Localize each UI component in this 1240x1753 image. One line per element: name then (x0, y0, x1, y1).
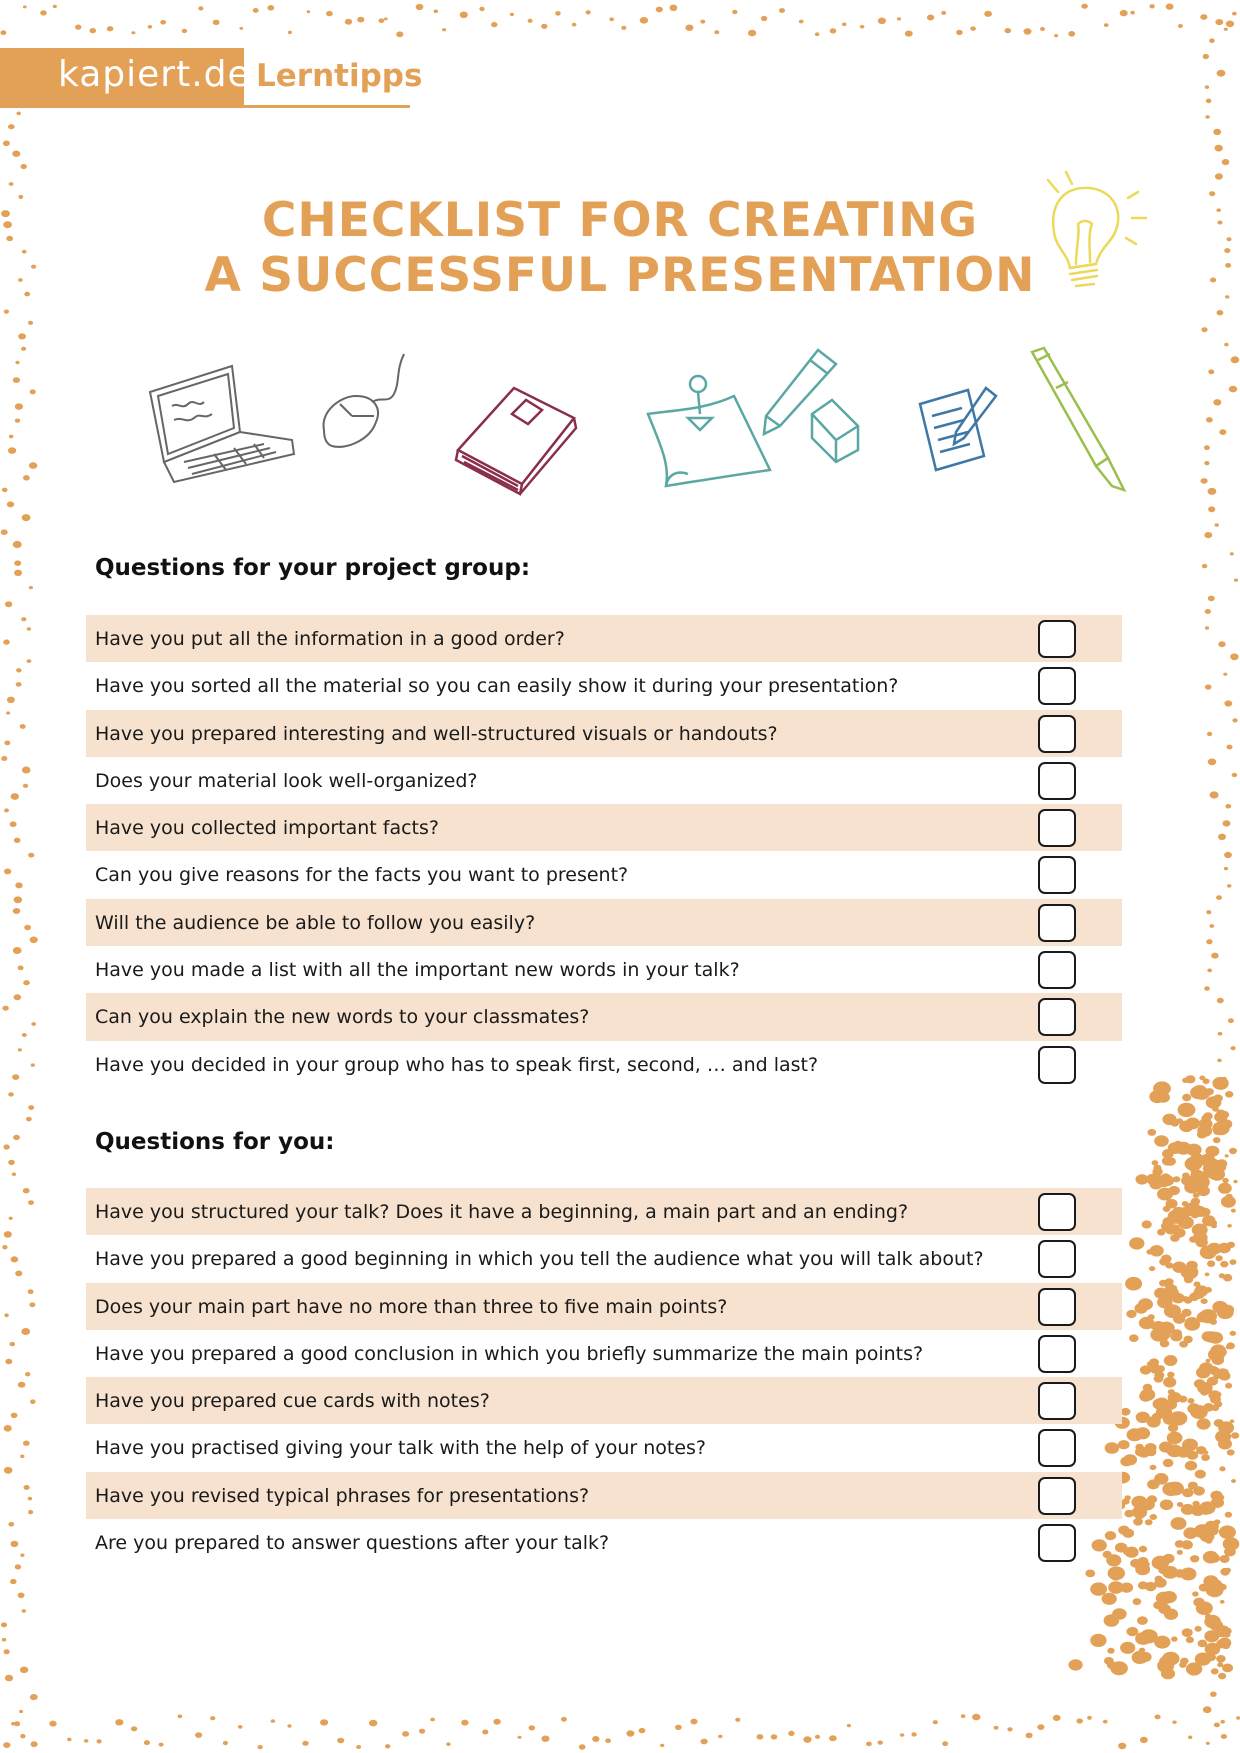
project-group-checklist (86, 615, 1122, 1088)
checklist-checkbox[interactable] (1038, 620, 1076, 658)
checklist-question: Can you explain the new words to your classmates? (95, 1006, 590, 1029)
checklist-row (86, 710, 1122, 757)
checklist-checkbox[interactable] (1038, 856, 1076, 894)
checklist-question: Have you structured your talk? Does it have a beginning, a main part and an ending? (95, 1201, 909, 1223)
checklist-question: Have you prepared cue cards with notes? (95, 1390, 490, 1413)
eraser-icon (806, 396, 864, 466)
checklist-question: Have you prepared interesting and well-structured visuals or handouts? (95, 722, 778, 745)
checklist-row (86, 1041, 1122, 1088)
notepad-icon (916, 384, 998, 474)
pinned-note-icon (644, 374, 774, 490)
checklist-row (86, 1519, 1122, 1566)
page-title-line-2: A SUCCESSFUL PRESENTATION (204, 248, 1036, 303)
brand-logo-box (0, 48, 251, 108)
checklist-question: Have you put all the information in a good order? (95, 628, 565, 650)
fountain-pen-icon (1028, 346, 1132, 494)
checklist-row (86, 662, 1122, 709)
checklist-row (86, 1283, 1122, 1330)
laptop-icon (144, 362, 296, 486)
checklist-row (86, 1188, 1122, 1235)
checklist-checkbox[interactable] (1038, 809, 1076, 847)
checklist-checkbox[interactable] (1038, 1193, 1076, 1231)
checklist-question: Does your main part have no more than three to five main points? (95, 1295, 728, 1318)
checklist-row (86, 1377, 1122, 1424)
checklist-checkbox[interactable] (1038, 1288, 1076, 1326)
checklist-checkbox[interactable] (1038, 667, 1076, 705)
book-icon (452, 384, 582, 496)
checklist-question: Have you revised typical phrases for presentations? (95, 1484, 590, 1507)
checklist-checkbox[interactable] (1038, 904, 1076, 942)
checklist-question: Have you made a list with all the important new words in your talk? (95, 959, 740, 982)
checklist-question: Are you prepared to answer questions after your talk? (95, 1532, 610, 1555)
checklist-checkbox[interactable] (1038, 1524, 1076, 1562)
checklist-question: Have you practised giving your talk with the help of your notes? (95, 1437, 706, 1460)
mouse-icon (316, 350, 416, 456)
checklist-question: Have you prepared a good beginning in which you tell the audience what you will talk about? (95, 1248, 984, 1271)
personal-checklist (86, 1188, 1122, 1566)
brand-tagline: Lerntipps (256, 58, 423, 94)
checklist-checkbox[interactable] (1038, 1382, 1076, 1420)
checklist-checkbox[interactable] (1038, 951, 1076, 989)
checklist-checkbox[interactable] (1038, 715, 1076, 753)
brand-header (0, 48, 423, 108)
checklist-question: Have you collected important facts? (95, 817, 439, 840)
checklist-row (86, 993, 1122, 1040)
checklist-checkbox[interactable] (1038, 1240, 1076, 1278)
checklist-row (86, 757, 1122, 804)
checklist-row (86, 1424, 1122, 1471)
checklist-checkbox[interactable] (1038, 762, 1076, 800)
lightbulb-icon (1020, 168, 1152, 306)
checklist-question: Have you prepared a good conclusion in which you briefly summarize the main points? (95, 1342, 924, 1365)
checklist-row (86, 946, 1122, 993)
checklist-checkbox[interactable] (1038, 1046, 1076, 1084)
section-heading-project-group: Questions for your project group: (95, 555, 531, 581)
checklist-row (86, 899, 1122, 946)
checklist-question: Will the audience be able to follow you easily? (95, 911, 536, 934)
checklist-checkbox[interactable] (1038, 1335, 1076, 1373)
checklist-row (86, 804, 1122, 851)
checklist-row (86, 615, 1122, 662)
checklist-question: Can you give reasons for the facts you want to present? (95, 864, 629, 887)
checklist-row (86, 1472, 1122, 1519)
brand-underline (244, 105, 410, 108)
checklist-row (86, 851, 1122, 898)
checklist-row (86, 1235, 1122, 1282)
checklist-checkbox[interactable] (1038, 1429, 1076, 1467)
checklist-question: Have you sorted all the material so you can easily show it during your presentation? (95, 675, 899, 698)
checklist-row (86, 1330, 1122, 1377)
section-heading-you: Questions for you: (95, 1129, 335, 1155)
page-title-line-1: CHECKLIST FOR CREATING (261, 193, 979, 248)
checklist-checkbox[interactable] (1038, 1477, 1076, 1515)
checklist-question: Does your material look well-organized? (95, 769, 478, 792)
checklist-checkbox[interactable] (1038, 998, 1076, 1036)
brand-logo: kapiert.de (58, 54, 251, 95)
checklist-question: Have you decided in your group who has to speak first, second, … and last? (95, 1053, 819, 1076)
